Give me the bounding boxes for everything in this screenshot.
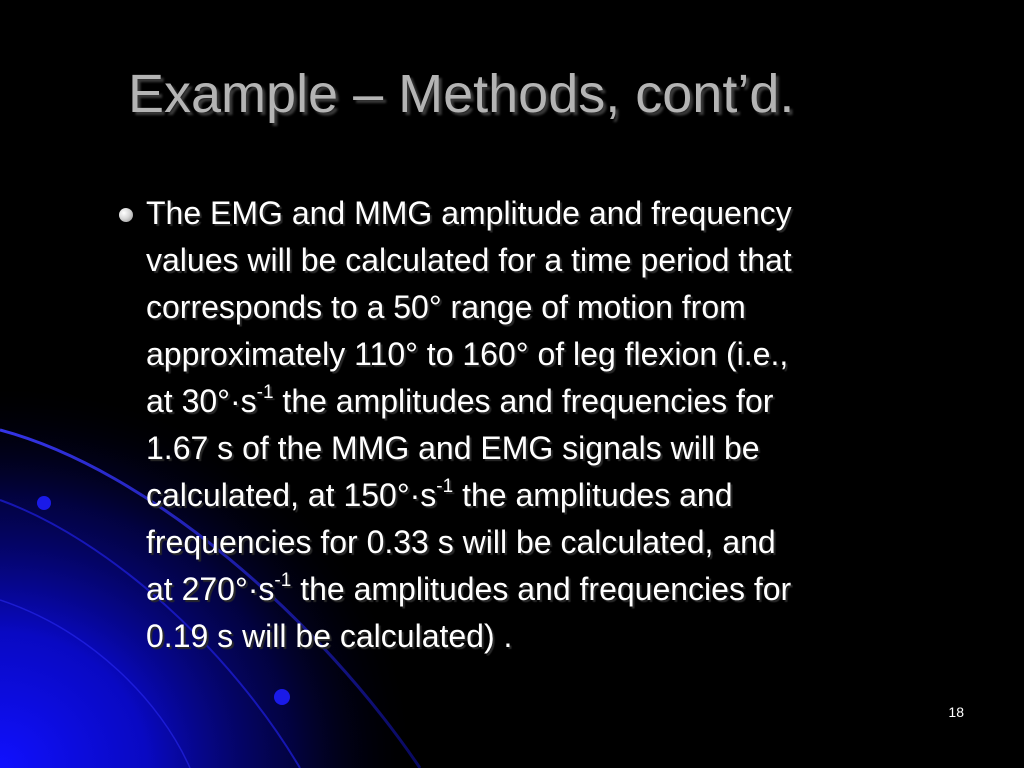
bullet-line: corresponds to a 50° range of motion from — [146, 289, 746, 325]
superscript: -1 — [274, 570, 292, 591]
bullet-line: 0.19 s will be calculated) . — [146, 618, 513, 654]
round-bullet-icon — [119, 208, 133, 222]
superscript: -1 — [256, 382, 274, 403]
bullet-line: The EMG and MMG amplitude and frequency — [146, 195, 792, 231]
blue-dot-small — [37, 496, 51, 510]
bullet-line: frequencies for 0.33 s will be calculated, and — [146, 524, 776, 560]
bullet-line: the amplitudes and — [453, 477, 733, 513]
page-number: 18 — [948, 704, 964, 720]
bullet-line: 1.67 s of the MMG and EMG signals will be — [146, 430, 760, 466]
bullet-text — [146, 190, 962, 660]
bullet-line: at 270°·s — [146, 571, 275, 607]
bullet-line: at 30°·s — [146, 383, 257, 419]
bullet-line: approximately 110° to 160° of leg flexion (i.e., — [146, 336, 789, 372]
bullet-line: the amplitudes and frequencies for — [273, 383, 774, 419]
bullet-line: the amplitudes and frequencies for — [291, 571, 792, 607]
bullet-line: values will be calculated for a time period that — [146, 242, 792, 278]
slide-content — [112, 190, 962, 660]
superscript: -1 — [436, 476, 454, 497]
slide-title: Example – Methods, cont’d. — [128, 64, 795, 124]
bullet-line: calculated, at 150°·s — [146, 477, 437, 513]
blue-dot-large — [274, 689, 290, 705]
bullet-item — [112, 190, 962, 660]
